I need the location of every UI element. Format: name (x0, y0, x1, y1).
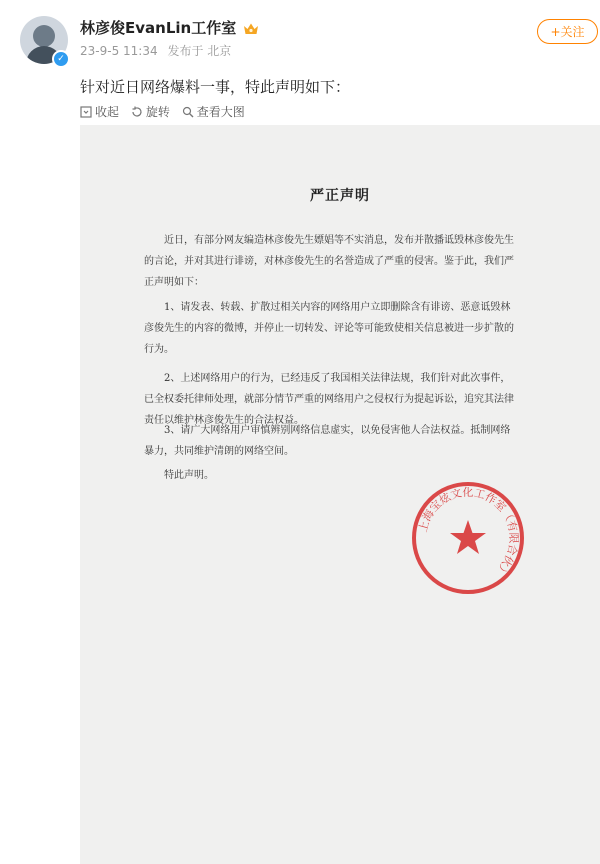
rotate-label: 旋转 (145, 105, 170, 119)
post-header (0, 0, 600, 72)
avatar-face (33, 25, 55, 47)
statement-paragraph-2: 1、请发表、转载、扩散过相关内容的网络用户立即删除含有诽谤、恶意诋毁林彦俊先生的内容的微博，并停止一切转发、评论等可能致使相关信息被进一步扩散的行为。 (144, 302, 514, 355)
statement-paragraph-4: 3、请广大网络用户审慎辨别网络信息虚实，以免侵害他人合法权益。抵制网络暴力，共同维护清朗的网络空间。 (144, 425, 511, 457)
magnify-icon (182, 106, 194, 118)
verified-badge-icon: ✓ (52, 50, 70, 68)
view-full-image-button[interactable] (182, 103, 245, 120)
rotate-icon (131, 106, 143, 118)
rotate-button[interactable] (131, 103, 170, 120)
image-actions-bar (80, 103, 253, 123)
statement-paragraph-1: 近日，有部分网友编造林彦俊先生嫖娼等不实消息，发布并散播诋毁林彦俊先生的言论，并对其进行诽谤，对林彦俊先生的名誉造成了严重的侵害。鉴于此，我们严正声明如下： (144, 235, 514, 288)
statement-paragraph-3: 2、上述网络用户的行为，已经违反了我国相关法律法规，我们针对此次事件，已全权委托律师处理，就部分情节严重的网络用户之侵权行为提起诉讼，追究其法律责任以维护林彦俊先生的合法权益。 (144, 373, 514, 426)
seal-text: 上海宝炫文化工作室（有限合伙） (416, 485, 521, 579)
collapse-icon (80, 106, 92, 118)
company-seal-stamp (410, 480, 526, 596)
username-text[interactable]: 林彦俊EvanLin工作室 (80, 19, 237, 37)
collapse-label: 收起 (95, 105, 120, 119)
post-date: 23-9-5 11:34 (80, 44, 158, 58)
username[interactable] (80, 17, 259, 38)
collapse-button[interactable] (80, 103, 119, 120)
post-source: 发布于 北京 (167, 44, 232, 58)
view-full-label: 查看大图 (196, 105, 245, 119)
post-meta (80, 42, 237, 59)
statement-closing: 特此声明。 (164, 470, 214, 481)
seal-star-icon (450, 520, 486, 554)
statement-title: 严正声明 (310, 188, 370, 204)
follow-button[interactable]: +关注 (537, 19, 598, 44)
statement-image[interactable] (80, 125, 600, 864)
post-text: 针对近日网络爆料一事，特此声明如下： (80, 78, 351, 96)
crown-icon (243, 22, 259, 36)
